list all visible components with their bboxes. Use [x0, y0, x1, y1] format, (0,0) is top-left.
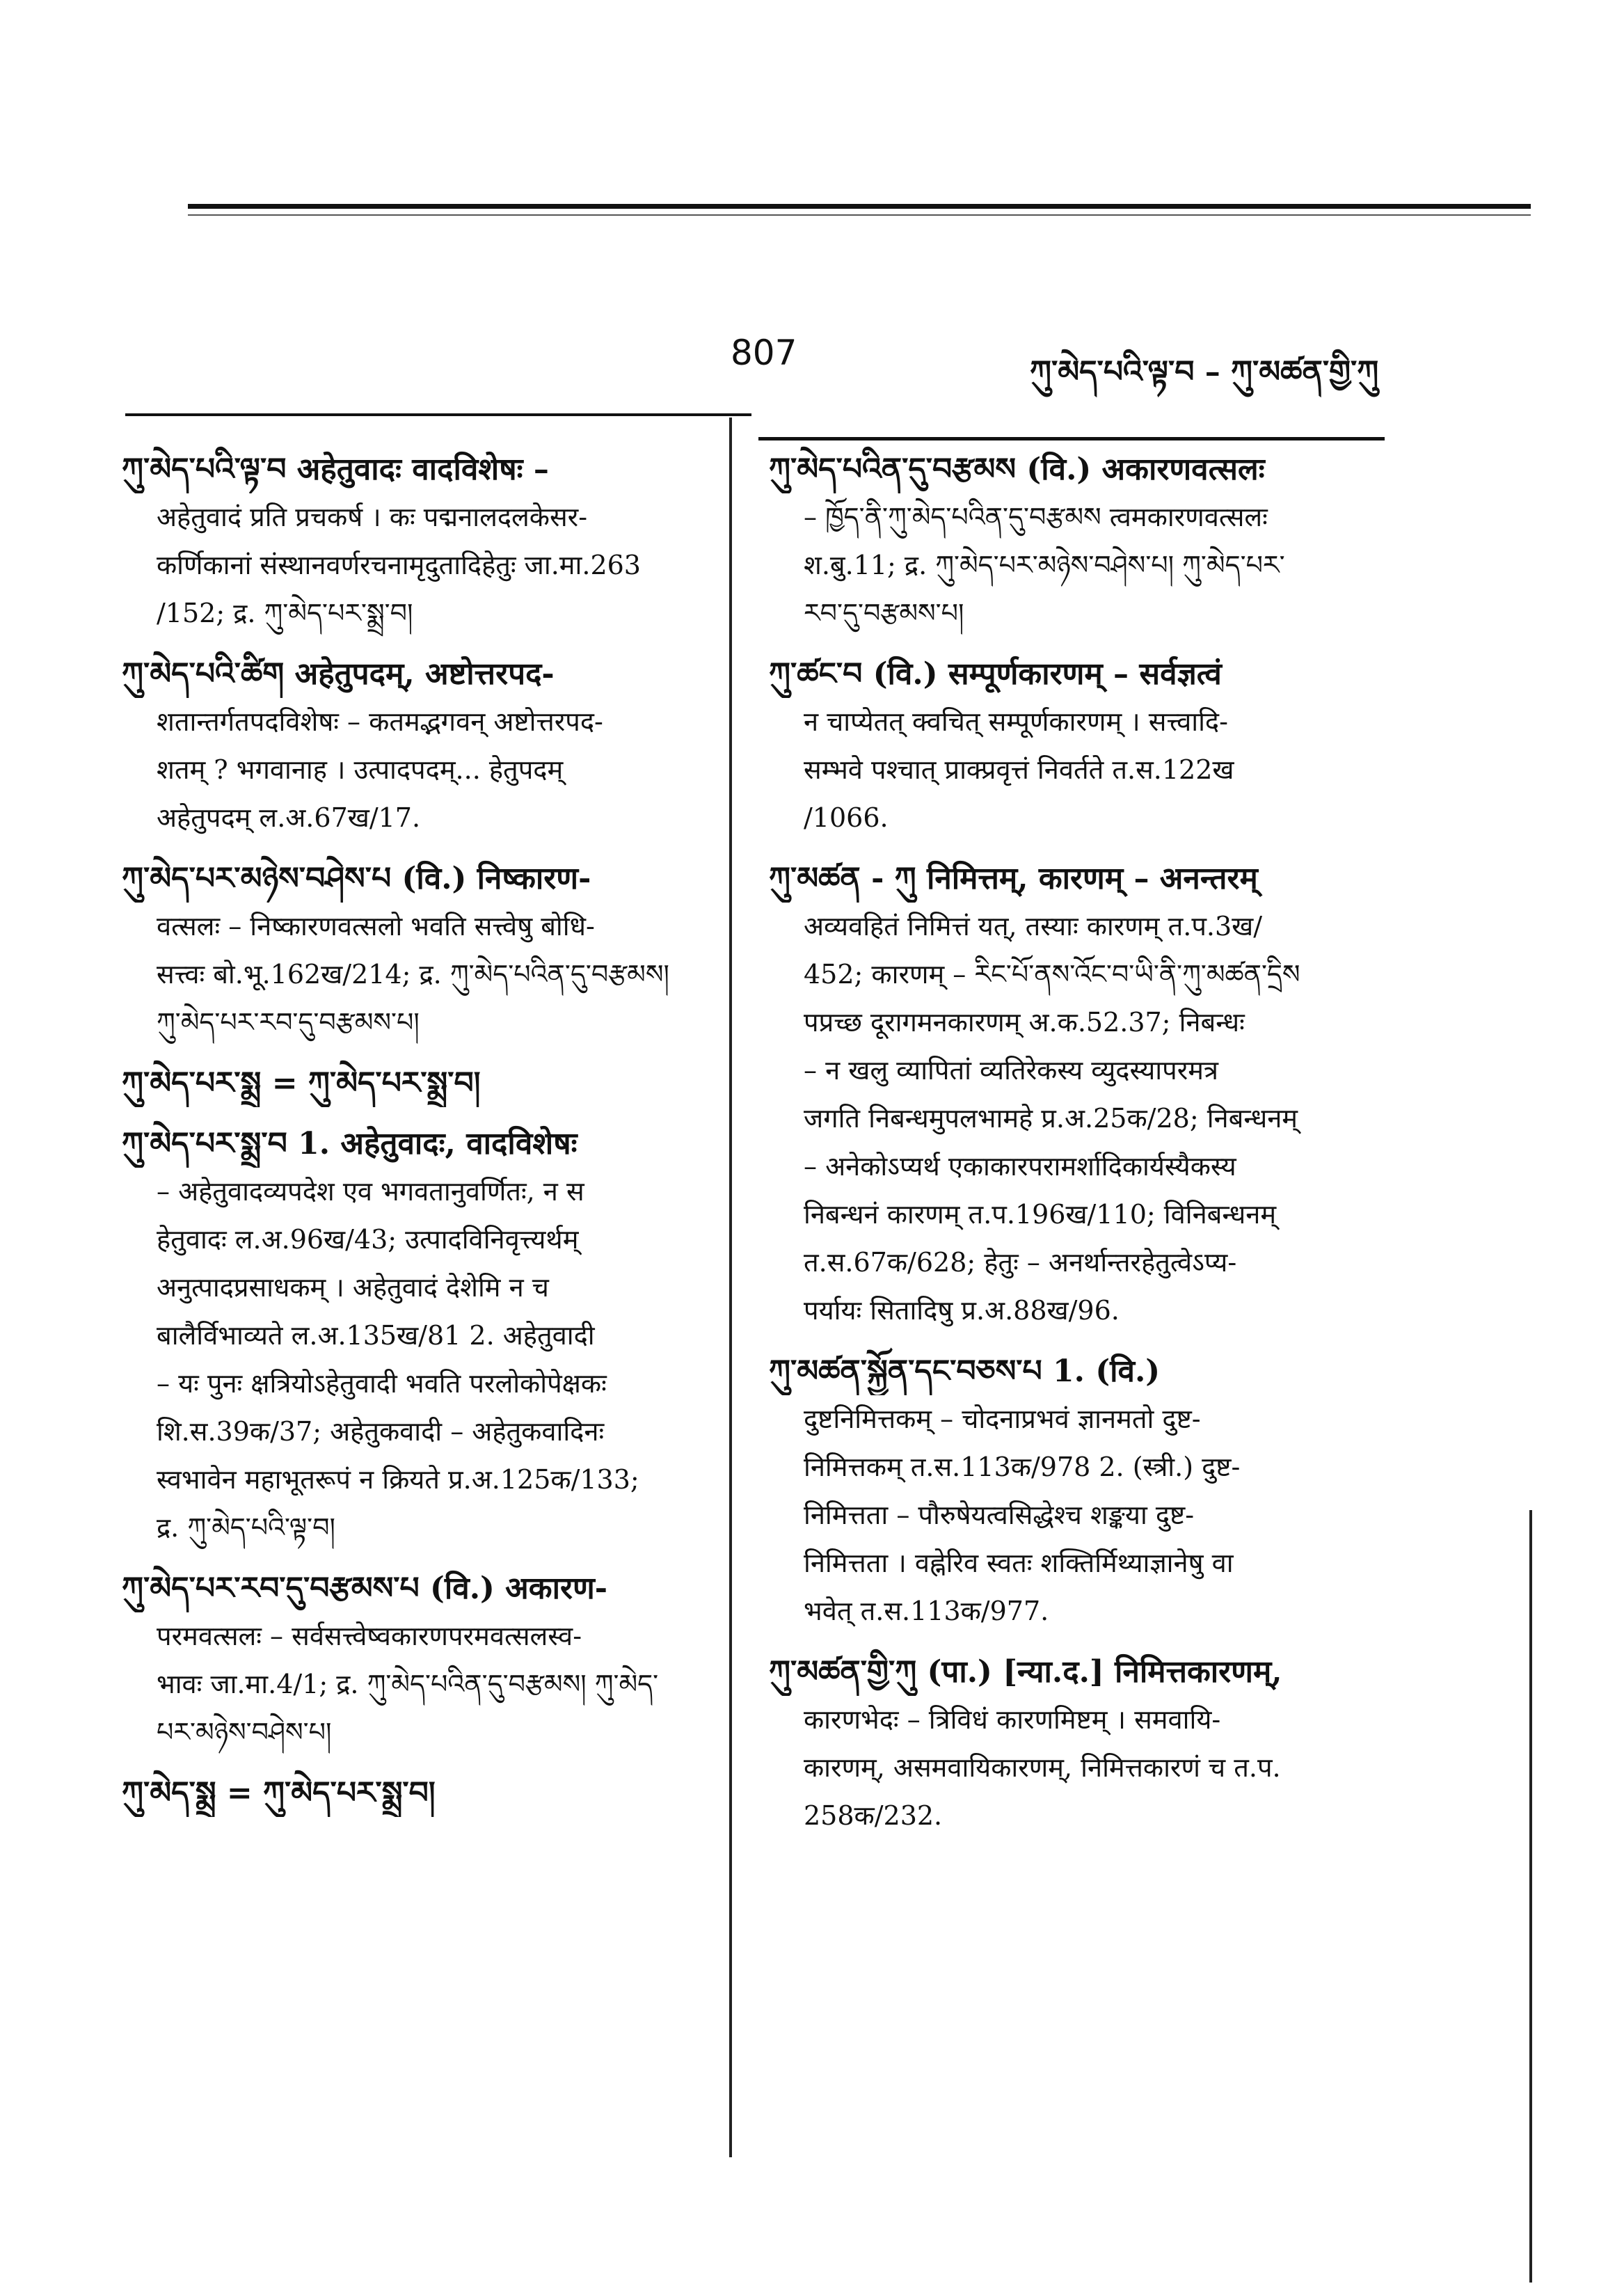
entry-text-line: – अहेतुवादव्यपदेश एव भगवतानुवर्णितः, न स	[157, 1176, 584, 1207]
dictionary-entry	[769, 855, 1367, 1335]
entry-text-line: 452; कारणम् – རིང་པོ་ནས་འོང་བ་ཡི་ནི་ཀུ་མཚན་དྲིས	[804, 959, 1300, 990]
entry-headword-line: ཀུ་མེད་པའི་ལྟ་བ अहेतुवादः वादविशेषः –	[122, 452, 549, 487]
entry-text-line: པར་མཉེས་བཤེས་པ།	[157, 1717, 332, 1747]
entry-headword-line: ཀུ་མེད་པའི་ཚིག अहेतुपदम्, अष्टोत्तरपद-	[122, 656, 555, 692]
entry-text-line: अव्यवहितं निमित्तं यत्, तस्याः कारणम् त.प.3ख/	[804, 911, 1263, 942]
entry-text-line: ཀུ་མེད་པར་རབ་དུ་བརྩམས་པ།	[157, 1007, 420, 1038]
entry-text-line: अहेतुपदम् ल.अ.67ख/17.	[157, 802, 421, 833]
right-column	[769, 445, 1367, 1852]
entry-text-line: सत्त्वः बो.भू.162ख/214; द्र. ཀུ་མེད་པའིན་དུ་བརྩམས།	[157, 959, 669, 990]
dictionary-entry	[769, 1648, 1367, 1840]
entry-text-line: 258क/232.	[804, 1800, 943, 1831]
dictionary-entry	[122, 1769, 720, 1817]
entry-text-line: – अनेकोऽप्यर्थ एकाकारपरामर्शादिकार्यस्यैकस्य	[804, 1151, 1236, 1182]
entry-text-line: स्वभावेन महाभूतरूपं न क्रियते प्र.अ.125क/133;	[157, 1464, 639, 1495]
entry-text-line: भावः जा.मा.4/1; द्र. ཀུ་མེད་པའིན་དུ་བརྩམས། ཀུ་མེད་	[157, 1669, 659, 1699]
entry-headword-line: ཀུ་མཚན་གྱི་ཀུ (पा.) [न्या.द.] निमित्तकारणम्,	[769, 1654, 1282, 1690]
entry-text-line: वत्सलः – निष्कारणवत्सलो भवति सत्त्वेषु बोधि-	[157, 911, 595, 942]
entry-text-line: त.स.67क/628; हेतुः – अनर्थान्तरहेतुत्वेऽप्य-	[804, 1247, 1237, 1278]
entry-text-line: कारणम्, असमवायिकारणम्, निमित्तकारणं च त.प.	[804, 1752, 1281, 1783]
entry-text-line: शतान्तर्गतपदविशेषः – कतमद्भगवन् अष्टोत्तरपद-	[157, 706, 603, 737]
entry-text-line: कारणभेदः – त्रिविधं कारणमिष्टम् । समवायि-	[804, 1704, 1221, 1735]
entry-text-line: दुष्टनिमित्तकम् – चोदनाप्रभवं ज्ञानमतो दुष्ट-	[804, 1404, 1201, 1434]
entry-headword-line: ཀུ་མེད་པར་མཉེས་བཤེས་པ (वि.) निष्कारण-	[122, 861, 591, 896]
dictionary-entry	[122, 1120, 720, 1552]
entry-text-line: རབ་དུ་བརྩམས་པ།	[804, 598, 964, 628]
header-rule-right	[758, 437, 1385, 440]
entry-headword-line: ཀུ་མེད་སྨྲ = ཀུ་མེད་པར་སྨྲ་བ།	[122, 1775, 436, 1811]
entry-headword-line: ཀུ་མེད་པར་རབ་དུ་བརྩམས་པ (वि.) अकारण-	[122, 1571, 608, 1606]
entry-text-line: सम्भवे पश्चात् प्राक्प्रवृत्तं निवर्तते त.स.122ख	[804, 754, 1234, 785]
entry-text-line: निमित्तता । वह्नेरिव स्वतः शक्तिर्मिथ्याज्ञानेषु वा	[804, 1548, 1234, 1578]
header-rule-left	[125, 413, 751, 416]
dictionary-entry	[122, 650, 720, 842]
entry-text-line: भवेत् त.स.113क/977.	[804, 1596, 1049, 1626]
top-rule-thin	[188, 214, 1531, 216]
entry-text-line: – न खलु व्यापितां व्यतिरेकस्य व्युदस्यापरमत्र	[804, 1055, 1218, 1086]
page-number: 807	[731, 333, 797, 373]
entry-text-line: पर्यायः सितादिषु प्र.अ.88ख/96.	[804, 1295, 1120, 1326]
entry-text-line: – ཁྱོད་ནི་ཀུ་མེད་པའིན་དུ་བརྩམས त्वमकारणवत्सलः	[804, 502, 1268, 532]
entry-headword-line: ཀུ་མཚན - ཀུ निमित्तम्, कारणम् – अनन्तरम्	[769, 861, 1258, 896]
entry-text-line: शतम् ? भगवानाह । उत्पादपदम्... हेतुपदम्	[157, 754, 564, 785]
entry-text-line: निमित्तकम् त.स.113क/978 2. (स्त्री.) दुष्ट-	[804, 1452, 1241, 1482]
entry-headword-line: ཀུ་མེད་པའིན་དུ་བརྩམས (वि.) अकारणवत्सलः	[769, 452, 1265, 487]
entry-text-line: निमित्तता – पौरुषेयत्वसिद्धेश्च शङ्कया दुष्ट-	[804, 1500, 1195, 1530]
dictionary-entry	[122, 1564, 720, 1756]
entry-text-line: निबन्धनं कारणम् त.प.196ख/110; विनिबन्धनम्	[804, 1199, 1277, 1230]
entry-text-line: श.बु.11; द्र. ཀུ་མེད་པར་མཉེས་བཤེས་པ། ཀུ་མེད་པར་	[804, 550, 1285, 580]
entry-text-line: शि.स.39क/37; अहेतुकवादी – अहेतुकवादिनः	[157, 1416, 605, 1447]
entry-text-line: परमवत्सलः – सर्वसत्त्वेष्वकारणपरमवत्सलस्व-	[157, 1621, 582, 1651]
entry-text-line: जगति निबन्धमुपलभामहे प्र.अ.25क/28; निबन्धनम्	[804, 1103, 1298, 1134]
entry-text-line: हेतुवादः ल.अ.96ख/43; उत्पादविनिवृत्त्यर्थम्	[157, 1224, 579, 1255]
running-head: ཀུ་མེད་པའི་ལྟ་བ – ཀུ་མཚན་གྱི་ཀུ	[1030, 354, 1379, 390]
entry-text-line: – यः पुनः क्षत्रियोऽहेतुवादी भवति परलोकोपेक्षकः	[157, 1368, 607, 1399]
entry-text-line: पप्रच्छ दूरागमनकारणम् अ.क.52.37; निबन्धः	[804, 1007, 1245, 1038]
entry-text-line: /1066.	[804, 802, 889, 833]
dictionary-entry	[769, 1347, 1367, 1635]
left-column	[122, 445, 720, 1829]
entry-headword-line: ཀུ་མེད་པར་སྨྲ = ཀུ་མེད་པར་སྨྲ་བ།	[122, 1065, 481, 1101]
dictionary-entry	[122, 1059, 720, 1107]
entry-text-line: द्र. ཀུ་མེད་པའི་ལྟ་བ།	[157, 1512, 335, 1543]
entry-text-line: अनुत्पादप्रसाधकम् । अहेतुवादं देशेमि न च	[157, 1272, 549, 1303]
entry-headword-line: ཀུ་མེད་པར་སྨྲ་བ 1. अहेतुवादः, वादविशेषः	[122, 1126, 578, 1161]
entry-headword-line: ཀུ་ཚང་བ (वि.) सम्पूर्णकारणम् – सर्वज्ञत्वं	[769, 656, 1222, 692]
page-edge-line	[1529, 1510, 1532, 2283]
dictionary-entry	[122, 855, 720, 1047]
entry-text-line: न चाप्येतत् क्वचित् सम्पूर्णकारणम् । सत्त्वादि-	[804, 706, 1228, 737]
entry-text-line: बालैर्विभाव्यते ल.अ.135ख/81 2. अहेतुवादी	[157, 1320, 595, 1351]
dictionary-entry	[122, 445, 720, 637]
entry-text-line: अहेतुवादं प्रति प्रचकर्ष । कः पद्मनालदलकेसर-	[157, 502, 588, 532]
dictionary-entry	[769, 445, 1367, 637]
dictionary-entry	[769, 650, 1367, 842]
entry-text-line: कर्णिकानां संस्थानवर्णरचनामृदुतादिहेतुः जा.मा.263	[157, 550, 641, 580]
entry-headword-line: ཀུ་མཚན་སྐྱོན་དང་བཅས་པ 1. (वि.)	[769, 1354, 1161, 1389]
top-rule	[188, 204, 1531, 209]
column-divider	[729, 418, 732, 2157]
entry-text-line: /152; द्र. ཀུ་མེད་པར་སྨྲ་བ།	[157, 598, 413, 628]
